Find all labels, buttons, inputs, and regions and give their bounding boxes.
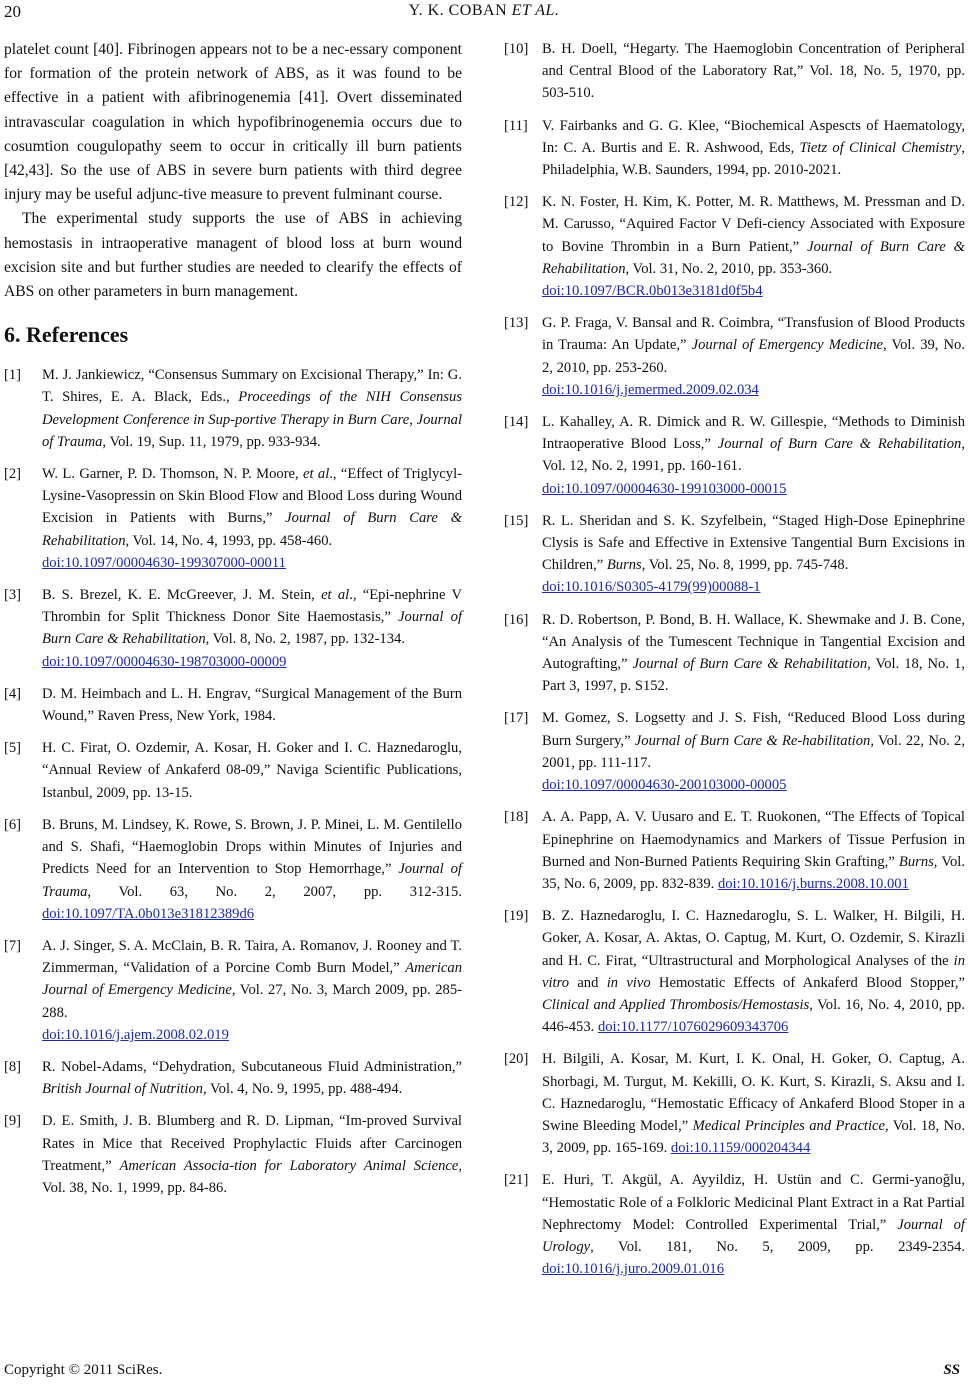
doi-link[interactable]: doi:10.1016/j.juro.2009.01.016 bbox=[542, 1261, 725, 1278]
reference-post: , Vol. 35, No. 6, 2009, pp. 832-839. bbox=[542, 853, 965, 892]
reference-pre: R. L. Sheridan and S. K. Szyfelbein, “Staged High-Dose Epinephrine Clysis is Safe and Effective in Extensive Tangential Burn Excisions in Children,” bbox=[542, 512, 965, 574]
reference-item bbox=[504, 1048, 965, 1159]
reference-number: [21] bbox=[504, 1172, 529, 1189]
reference-item bbox=[504, 707, 965, 796]
reference-post: , Vol. 63, No. 2, 2007, pp. 312-315. bbox=[87, 883, 462, 900]
reference-text bbox=[542, 191, 965, 302]
running-head-etal: ET AL. bbox=[511, 2, 560, 19]
reference-pre: M. J. Jankiewicz, “Consensus Summary on Excisional Therapy,” In: G. T. Shires, E. A. Black, Eds., bbox=[42, 367, 462, 406]
reference-item bbox=[4, 364, 462, 453]
reference-number: [17] bbox=[504, 710, 529, 727]
reference-pre: B. Z. Haznedaroglu, I. C. Haznedaroglu, S. L. Walker, H. Bilgili, H. Goker, A. Kosar, A. Aktas, O. Captug, M. Kurt, O. Ozdemir, S. Kirazli and H. C. Firat, “Ultrastructural and Morphological Analyses of the bbox=[542, 908, 965, 969]
reference-it2: Journal of Burn Care & Rehabilitation bbox=[42, 609, 462, 648]
reference-number: [11] bbox=[504, 117, 528, 134]
doi-link[interactable]: doi:10.1097/TA.0b013e31812389d6 bbox=[42, 905, 255, 922]
reference-it: Journal of Trauma bbox=[42, 861, 462, 900]
reference-pre: A. J. Singer, S. A. McClain, B. R. Taira, A. Romanov, J. Rooney and T. Zimmerman, “Validation of a Porcine Comb Burn Model,” bbox=[42, 937, 462, 977]
reference-it: Journal of Burn Care & Re-habilitation bbox=[634, 732, 871, 749]
reference-mid: ., “Effect of Triglycyl-Lysine-Vasopressin on Skin Blood Flow and Blood Loss during Wound Excision in Patients with Burns,” bbox=[42, 466, 462, 527]
reference-pre: L. Kahalley, A. R. Dimick and R. W. Gillespie, “Methods to Diminish Intraoperative Blood Loss,” bbox=[542, 414, 965, 453]
reference-list-left bbox=[4, 364, 462, 1199]
reference-item bbox=[4, 1110, 462, 1199]
reference-it: Journal of Urology bbox=[542, 1216, 965, 1255]
reference-pre: B. S. Brezel, K. E. McGreever, J. M. Stein, bbox=[42, 587, 322, 604]
reference-item bbox=[4, 584, 462, 673]
reference-text bbox=[42, 683, 462, 727]
reference-it: Journal of Burn Care & Rehabilitation bbox=[542, 238, 966, 277]
reference-number: [12] bbox=[504, 194, 529, 211]
reference-pre: G. P. Fraga, V. Bansal and R. Coimbra, “Transfusion of Blood Products in Trauma: An Update,” bbox=[542, 315, 965, 354]
reference-text bbox=[42, 364, 462, 453]
reference-text bbox=[42, 584, 462, 673]
reference-it3: Clinical and Applied Thrombosis/Hemostasis bbox=[542, 996, 810, 1013]
reference-number: [19] bbox=[504, 908, 529, 925]
reference-post: Hemostatic Effects of Ankaferd Blood Stopper,” bbox=[650, 974, 965, 991]
reference-text bbox=[542, 411, 965, 500]
reference-item bbox=[4, 683, 462, 727]
reference-list-right bbox=[504, 38, 965, 1280]
reference-pre: H. Bilgili, A. Kosar, M. Kurt, I. K. Onal, H. Goker, O. Captug, A. Shorbagi, M. Turgut, M. Kekilli, O. K. Kurt, S. Kirazli, S. Aksu and I. C. Haznedaroglu, “Hemostatic Efficacy of Ankaferd Blood Stoper in a Swine Bleeding Model,” bbox=[542, 1051, 965, 1134]
section-title: 6. References bbox=[4, 322, 129, 348]
reference-mid: , bbox=[409, 411, 417, 428]
reference-post: , Vol. 27, No. 3, March 2009, pp. 285-288. bbox=[42, 982, 462, 1021]
reference-it: Tietz of Clinical Chemistry bbox=[799, 139, 962, 156]
reference-text bbox=[542, 1169, 965, 1280]
reference-pre: D. M. Heimbach and L. H. Engrav, “Surgical Management of the Burn Wound,” Raven Press, New York, 1984. bbox=[42, 685, 462, 725]
body-paragraph-1: platelet count [40]. Fibrinogen appears not to be a nec-essary component for formation of the protein network of ABS, as it was found to be effective in a patient with afibrinogenemia [41]. Overt disseminated intravascular coagulation in which hypofibrinogenemia occurs due to cosumtion cougulopathy seem to occur in critically ill burn patients [42,43]. So the use of ABS in severe burn patients with third degree injury may be useful adjunc-tive measure to prevent fulminant course. bbox=[4, 41, 462, 204]
reference-it2: in vivo bbox=[606, 974, 651, 991]
reference-item bbox=[504, 905, 965, 1038]
reference-text bbox=[42, 737, 462, 804]
page-header bbox=[0, 0, 968, 26]
doi-link[interactable]: doi:10.1016/j.jemermed.2009.02.034 bbox=[542, 381, 759, 398]
reference-text bbox=[542, 38, 965, 105]
reference-pre: R. D. Robertson, P. Bond, B. H. Wallace, K. Shewmake and J. B. Cone, “An Analysis of the Tumescent Technique in Tangential Excision and Autografting,” bbox=[542, 611, 965, 673]
reference-pre: R. Nobel-Adams, “Dehydration, Subcutaneous Fluid Administration,” bbox=[42, 1058, 462, 1075]
reference-item bbox=[4, 1056, 462, 1100]
reference-text bbox=[542, 510, 965, 599]
reference-item bbox=[504, 411, 965, 500]
reference-text bbox=[42, 935, 462, 1046]
reference-it: Journal of Emergency Medicine bbox=[691, 337, 883, 354]
reference-post: , Vol. 14, No. 4, 1993, pp. 458-460. bbox=[125, 532, 333, 549]
reference-it: Journal of Burn Care & Rehabilitation bbox=[717, 436, 962, 453]
reference-pre: E. Huri, T. Akgül, A. Ayyildiz, H. Ustün and C. Germi-yanoğlu, “Hemostatic Role of a Folkloric Medicinal Plant Extract in a Rat Partial Nephrectomy Model: Controlled Experimental Trial,” bbox=[542, 1172, 965, 1233]
doi-link[interactable]: doi:10.1016/j.burns.2008.10.001 bbox=[717, 875, 909, 892]
doi-link[interactable]: doi:10.1097/00004630-199307000-00011 bbox=[42, 554, 286, 571]
reference-number: [6] bbox=[4, 816, 22, 833]
reference-pre: B. H. Doell, “Hegarty. The Haemoglobin Concentration of Peripheral and Central Blood of the Laboratory Rat,” Vol. 18, No. 5, 1970, pp. 503-510. bbox=[542, 41, 965, 102]
reference-pre: W. L. Garner, P. D. Thomson, N. P. Moore, bbox=[42, 466, 304, 483]
reference-item bbox=[504, 609, 965, 698]
reference-text bbox=[42, 1110, 462, 1199]
doi-link[interactable]: doi:10.1097/00004630-200103000-00005 bbox=[542, 777, 787, 794]
reference-it2: Journal of Burn Care & Rehabilitation bbox=[42, 510, 462, 549]
reference-number: [9] bbox=[4, 1113, 22, 1130]
reference-item bbox=[4, 935, 462, 1046]
running-head-authors: Y. K. COBAN bbox=[408, 2, 508, 19]
reference-post: , Vol. 18, No. 3, 2009, pp. 165-169. bbox=[542, 1117, 965, 1157]
reference-number: [8] bbox=[4, 1058, 22, 1075]
reference-text bbox=[42, 1056, 462, 1100]
reference-item bbox=[504, 38, 965, 105]
reference-number: [18] bbox=[504, 809, 529, 826]
body-paragraph-2: The experimental study supports the use of ABS in achieving hemostasis in intraoperative managent of blood loss at burn wound excision site and but further studies are needed to clearify the effects of ABS on other parameters in burn management. bbox=[4, 210, 462, 301]
reference-it: British Journal of Nutrition bbox=[42, 1081, 203, 1098]
page-number: 20 bbox=[4, 2, 21, 21]
left-column bbox=[4, 38, 462, 1209]
reference-number: [7] bbox=[4, 937, 22, 954]
reference-item bbox=[504, 806, 965, 895]
reference-item bbox=[4, 737, 462, 804]
reference-it: Journal of Burn Care & Rehabilitation bbox=[632, 656, 868, 673]
reference-it: Medical Principles and Practice bbox=[692, 1117, 885, 1134]
reference-item bbox=[504, 115, 965, 182]
page-footer bbox=[0, 1362, 968, 1384]
reference-number: [10] bbox=[504, 41, 529, 57]
reference-post: , Vol. 181, No. 5, 2009, pp. 2349-2354. bbox=[590, 1238, 965, 1255]
reference-number: [1] bbox=[4, 367, 22, 384]
doi-link[interactable]: doi:10.1097/00004630-198703000-00009 bbox=[42, 653, 287, 670]
reference-post: , Vol. 31, No. 2, 2010, pp. 353-360. bbox=[625, 260, 833, 277]
reference-pre: K. N. Foster, H. Kim, K. Potter, M. R. Matthews, M. Pressman and D. M. Carusso, “Aquired Factor V Defi-ciency Associated with Exposure to Bovine Thrombin in a Burn Patient,” bbox=[542, 194, 965, 255]
reference-post: , Philadelphia, W.B. Saunders, 1994, pp. 2010-2021. bbox=[542, 139, 965, 179]
reference-post: , Vol. 22, No. 2, 2001, pp. 111-117. bbox=[542, 732, 965, 771]
reference-number: [5] bbox=[4, 740, 22, 757]
reference-it: American Journal of Emergency Medicine bbox=[42, 960, 462, 999]
reference-post2: , Vol. 16, No. 4, 2010, pp. 446-453. bbox=[542, 996, 966, 1036]
reference-it: American Associa-tion for Laboratory Animal Science bbox=[119, 1157, 459, 1174]
reference-post: , Vol. 38, No. 1, 1999, pp. 84-86. bbox=[42, 1157, 462, 1196]
reference-post: , Vol. 39, No. 2, 2010, pp. 253-260. bbox=[542, 337, 965, 376]
right-column bbox=[504, 38, 965, 1290]
reference-text bbox=[542, 806, 965, 895]
reference-item bbox=[4, 463, 462, 574]
reference-text bbox=[42, 463, 462, 574]
reference-pre: M. Gomez, S. Logsetty and J. S. Fish, “Reduced Blood Loss during Burn Surgery,” bbox=[542, 710, 965, 749]
reference-text bbox=[542, 115, 965, 182]
reference-it: Burns bbox=[606, 557, 642, 574]
reference-post: , Vol. 12, No. 2, 1991, pp. 160-161. bbox=[542, 436, 965, 475]
reference-pre: B. Bruns, M. Lindsey, K. Rowe, S. Brown, J. P. Minei, L. M. Gentilello and S. Shafi, “Haemoglobin Drops within Minutes of Injuries and Predicts Need for an Intervention to Stop Hemorrhage,” bbox=[42, 816, 462, 878]
reference-it: Burns bbox=[898, 853, 934, 870]
reference-number: [3] bbox=[4, 587, 22, 604]
reference-it2: Journal of Trauma bbox=[42, 411, 463, 450]
reference-post: , Vol. 4, No. 9, 1995, pp. 488-494. bbox=[202, 1081, 403, 1098]
reference-it: in vitro bbox=[542, 952, 965, 991]
journal-abbrev: SS bbox=[943, 1362, 960, 1378]
doi-link[interactable]: doi:10.1016/j.ajem.2008.02.019 bbox=[42, 1026, 229, 1043]
reference-mid: ., “Epi-nephrine V Thrombin for Split Thickness Donor Site Haemostasis,” bbox=[42, 587, 462, 626]
reference-post: , Vol. 18, No. 1, Part 3, 1997, p. S152. bbox=[542, 656, 965, 695]
reference-it: et al bbox=[321, 587, 350, 604]
reference-number: [15] bbox=[504, 512, 529, 529]
reference-post: , Vol. 8, No. 2, 1987, pp. 132-134. bbox=[205, 631, 405, 648]
doi-link[interactable]: doi:10.1177/1076029609343706 bbox=[597, 1019, 789, 1036]
running-head bbox=[0, 2, 968, 20]
reference-number: [2] bbox=[4, 466, 22, 483]
reference-post: , Vol. 19, Sup. 11, 1979, pp. 933-934. bbox=[102, 433, 321, 450]
doi-link[interactable]: doi:10.1097/BCR.0b013e3181d0f5b4 bbox=[542, 283, 763, 300]
reference-post: , Vol. 25, No. 8, 1999, pp. 745-748. bbox=[641, 557, 849, 574]
reference-text bbox=[542, 1048, 965, 1159]
reference-text bbox=[542, 707, 965, 796]
reference-item bbox=[504, 1169, 965, 1280]
reference-it: et al bbox=[303, 466, 330, 483]
doi-link[interactable]: doi:10.1097/00004630-199103000-00015 bbox=[542, 480, 787, 497]
copyright-notice: Copyright © 2011 SciRes. bbox=[4, 1362, 163, 1378]
reference-pre: D. E. Smith, J. B. Blumberg and R. D. Lipman, “Im-proved Survival Rates in Mice that Received Prophylactic Fluids after Carcinogen Treatment,” bbox=[42, 1113, 462, 1174]
reference-item bbox=[4, 814, 462, 925]
reference-number: [4] bbox=[4, 685, 22, 702]
reference-it: Proceedings of the NIH Consensus Development Conference in Sup-portive Therapy in Burn Care bbox=[42, 389, 462, 428]
reference-item bbox=[504, 510, 965, 599]
reference-number: [16] bbox=[504, 611, 529, 628]
reference-mid: and bbox=[569, 974, 607, 991]
reference-text bbox=[542, 905, 965, 1038]
reference-text bbox=[542, 312, 965, 401]
reference-text bbox=[542, 609, 965, 698]
reference-pre: H. C. Firat, O. Ozdemir, A. Kosar, H. Goker and I. C. Haznedaroglu, “Annual Review of Ankaferd 08-09,” Naviga Scientific Publications, Istanbul, 2009, pp. 13-15. bbox=[42, 740, 462, 801]
reference-pre: V. Fairbanks and G. G. Klee, “Biochemical Aspescts of Haematology, In: C. A. Burtis and E. R. Ashwood, Eds, bbox=[542, 117, 965, 156]
reference-item bbox=[504, 191, 965, 302]
reference-number: [20] bbox=[504, 1051, 529, 1068]
doi-link[interactable]: doi:10.1159/000204344 bbox=[670, 1140, 811, 1157]
doi-link[interactable]: doi:10.1016/S0305-4179(99)00088-1 bbox=[542, 579, 761, 596]
reference-number: [14] bbox=[504, 414, 529, 431]
reference-text bbox=[42, 814, 462, 925]
reference-pre: A. A. Papp, A. V. Uusaro and E. T. Ruokonen, “The Effects of Topical Epinephrine on Haemodynamics and Markers of Tissue Perfusion in Burned and Non-Burned Patients Requiring Skin Grafting,” bbox=[542, 809, 965, 870]
reference-number: [13] bbox=[504, 315, 529, 332]
reference-item bbox=[504, 312, 965, 401]
